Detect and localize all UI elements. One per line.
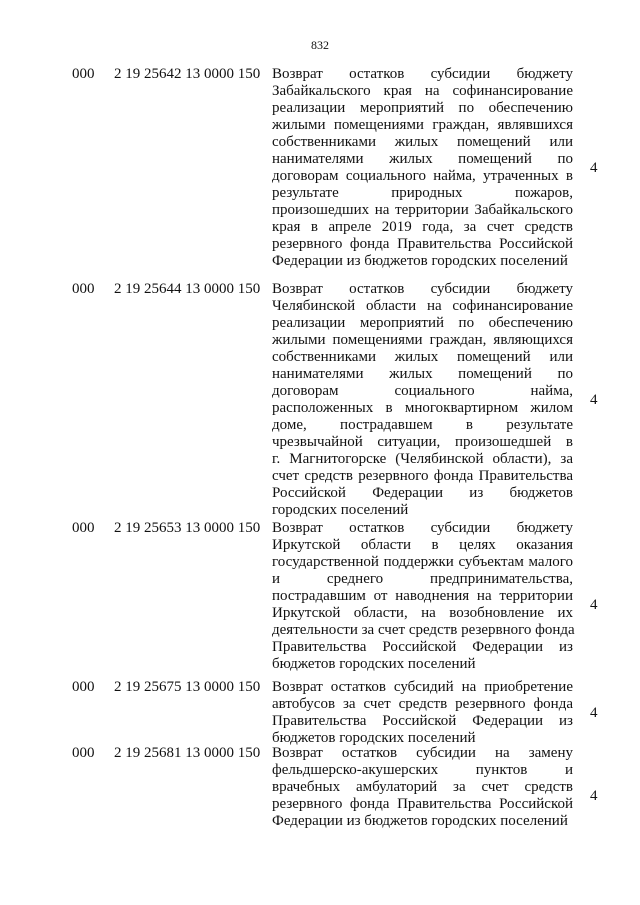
description-line: Возврат остатков субсидии на замену: [272, 745, 573, 761]
description-line: Иркутской области, на возобновление их: [272, 605, 573, 621]
description-line: реализации мероприятий по обеспечению: [272, 315, 573, 331]
income-description: [272, 745, 573, 830]
description-line: пострадавшим от наводнения на территории: [272, 588, 573, 604]
budget-classification-code: 2 19 25653 13 0000 150: [114, 520, 261, 536]
description-line: Федерации из бюджетов городских поселений: [272, 253, 568, 269]
description-line: нанимателями жилых помещений по: [272, 366, 573, 382]
column-4-value: 4: [590, 597, 598, 613]
description-line: Возврат остатков субсидии бюджету: [272, 281, 573, 297]
description-line: Забайкальского края на софинансирование: [272, 83, 573, 99]
description-line: произошедших на территории Забайкальского: [272, 202, 573, 218]
income-description: [272, 520, 573, 673]
description-line: бюджетов городских поселений: [272, 730, 476, 746]
description-line: собственниками жилых помещений или: [272, 349, 573, 365]
description-line: Возврат остатков субсидии бюджету: [272, 520, 573, 536]
description-line: Иркутской области в целях оказания: [272, 537, 573, 553]
description-line: Возврат остатков субсидии бюджету: [272, 66, 573, 82]
description-line: г. Магнитогорске (Челябинской области), за: [272, 451, 573, 467]
description-line: и среднего предпринимательства,: [272, 571, 573, 587]
budget-classification-code: 2 19 25644 13 0000 150: [114, 281, 261, 297]
description-line: расположенных в многоквартирном жилом: [272, 400, 573, 416]
description-line: городских поселений: [272, 502, 409, 518]
column-4-value: 4: [590, 705, 598, 721]
description-line: Челябинской области на софинансирование: [272, 298, 573, 314]
description-line: Федерации из бюджетов городских поселений: [272, 813, 568, 829]
description-line: автобусов за счет средств резервного фонда: [272, 696, 573, 712]
description-line: жилыми помещениями граждан, являющихся: [272, 332, 573, 348]
budget-classification-code: 2 19 25681 13 0000 150: [114, 745, 261, 761]
description-line: бюджетов городских поселений: [272, 656, 476, 672]
description-line: собственниками жилых помещений или: [272, 134, 573, 150]
income-description: [272, 679, 573, 747]
budget-classification-code: 2 19 25642 13 0000 150: [114, 66, 261, 82]
description-line: края в апреле 2019 года, за счет средств: [272, 219, 573, 235]
description-line: реализации мероприятий по обеспечению: [272, 100, 573, 116]
description-line: договорам социального найма, утраченных в: [272, 168, 573, 184]
description-line: счет средств резервного фонда Правительства: [272, 468, 573, 484]
page-number: 832: [311, 38, 329, 52]
description-line: деятельности за счет средств резервного фонда: [272, 622, 575, 638]
description-line: резервного фонда Правительства Российской: [272, 236, 573, 252]
admin-code: 000: [72, 745, 95, 761]
budget-classification-code: 2 19 25675 13 0000 150: [114, 679, 261, 695]
description-line: чрезвычайной ситуации, произошедшей в: [272, 434, 573, 450]
column-4-value: 4: [590, 392, 598, 408]
income-description: [272, 66, 573, 270]
description-line: врачебных амбулаторий за счет средств: [272, 779, 573, 795]
description-line: фельдшерско-акушерских пунктов и: [272, 762, 573, 778]
description-line: доме, пострадавшем в результате: [272, 417, 573, 433]
admin-code: 000: [72, 679, 95, 695]
description-line: Российской Федерации из бюджетов: [272, 485, 573, 501]
description-line: Правительства Российской Федерации из: [272, 713, 573, 729]
column-4-value: 4: [590, 788, 598, 804]
admin-code: 000: [72, 281, 95, 297]
description-line: нанимателями жилых помещений по: [272, 151, 573, 167]
description-line: результате природных пожаров,: [272, 185, 573, 201]
description-line: жилыми помещениями граждан, являвшихся: [272, 117, 573, 133]
column-4-value: 4: [590, 160, 598, 176]
income-description: [272, 281, 573, 519]
description-line: Правительства Российской Федерации из: [272, 639, 573, 655]
description-line: резервного фонда Правительства Российской: [272, 796, 573, 812]
description-line: государственной поддержки субъектам малого: [272, 554, 573, 570]
admin-code: 000: [72, 66, 95, 82]
description-line: договорам социального найма,: [272, 383, 573, 399]
admin-code: 000: [72, 520, 95, 536]
description-line: Возврат остатков субсидий на приобретение: [272, 679, 573, 695]
